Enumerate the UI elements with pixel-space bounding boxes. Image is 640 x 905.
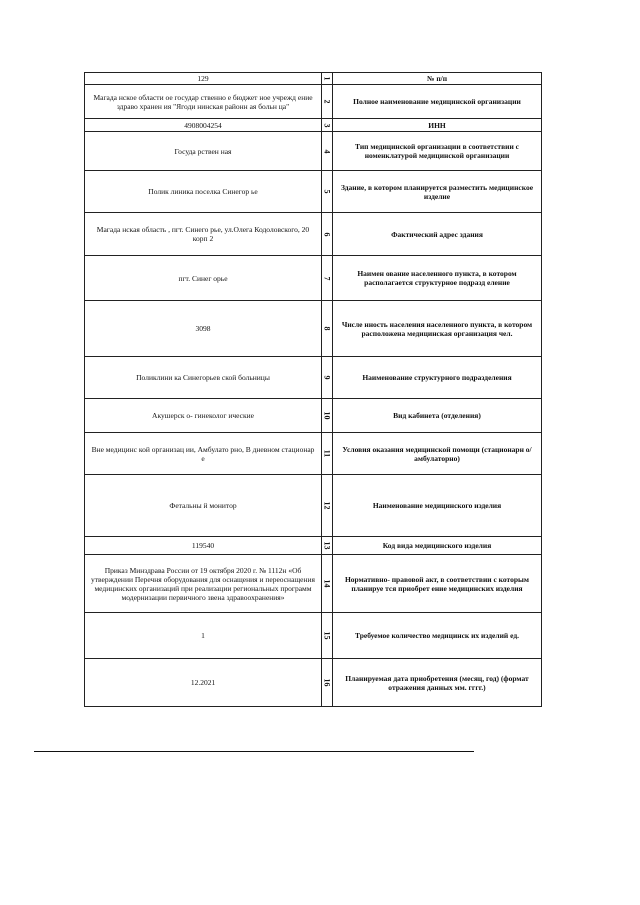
row-number: 5 [322, 171, 333, 213]
table-row [85, 73, 542, 85]
row-value: 129 [85, 73, 322, 85]
row-value: Госуда рствен ная [85, 132, 322, 171]
row-label: № п/п [333, 73, 542, 85]
row-label: Числе нность населения населенного пункта, в котором расположена медицинская организация чел. [333, 301, 542, 357]
bottom-rule [34, 751, 474, 752]
row-label: Вид кабинета (отделения) [333, 399, 542, 433]
row-value: Акушерск о- гинеколог ические [85, 399, 322, 433]
row-number: 2 [322, 85, 333, 119]
table-row [85, 301, 542, 357]
table-row [85, 213, 542, 256]
table-row [85, 659, 542, 707]
table-row [85, 475, 542, 537]
row-label: Требуемое количество медицинск их изделий ед. [333, 613, 542, 659]
row-value: Вне медицинс кой организац ии, Амбулато рно, В дневном стационар е [85, 433, 322, 475]
table-row [85, 357, 542, 399]
row-label: Код вида медицинского изделия [333, 537, 542, 555]
row-number: 14 [322, 555, 333, 613]
row-label: Фактический адрес здания [333, 213, 542, 256]
row-value: 3098 [85, 301, 322, 357]
row-number: 8 [322, 301, 333, 357]
row-value: Поликлини ка Синегорьев ской больницы [85, 357, 322, 399]
table-row [85, 613, 542, 659]
row-number: 4 [322, 132, 333, 171]
row-label: Наимен ование населенного пункта, в котором располагается структурное подразд еление [333, 256, 542, 301]
table-row [85, 256, 542, 301]
table-row [85, 119, 542, 132]
row-value: 119540 [85, 537, 322, 555]
row-number: 15 [322, 613, 333, 659]
table-row [85, 433, 542, 475]
row-number: 3 [322, 119, 333, 132]
table-row [85, 555, 542, 613]
row-value: Фетальны й монитор [85, 475, 322, 537]
row-number: 10 [322, 399, 333, 433]
row-label: Условия оказания медицинской помощи (стационарн о/амбулаторно) [333, 433, 542, 475]
row-label: Наименование структурного подразделения [333, 357, 542, 399]
row-value: 1 [85, 613, 322, 659]
row-number: 9 [322, 357, 333, 399]
row-value: 4908004254 [85, 119, 322, 132]
row-value: Магада нская область , пгт. Синего рье, ул.Олега Кодоловского, 20 корп 2 [85, 213, 322, 256]
procurement-table [84, 72, 542, 707]
row-label: Планируемая дата приобретения (месяц, год) (формат отражения данных мм. гггг.) [333, 659, 542, 707]
row-number: 13 [322, 537, 333, 555]
row-number: 12 [322, 475, 333, 537]
row-label: ИНН [333, 119, 542, 132]
table-row [85, 85, 542, 119]
row-label: Наименование медицинского изделия [333, 475, 542, 537]
row-value: Полик линика поселка Синегор ье [85, 171, 322, 213]
row-label: Нормативно- правовой акт, в соответствии с которым планируе тся приобрет ение медицинских изделия [333, 555, 542, 613]
table-row [85, 537, 542, 555]
row-number: 7 [322, 256, 333, 301]
row-number: 11 [322, 433, 333, 475]
table-row [85, 399, 542, 433]
row-number: 16 [322, 659, 333, 707]
table-row [85, 132, 542, 171]
row-value: пгт. Синег орье [85, 256, 322, 301]
row-label: Полное наименование медицинской организации [333, 85, 542, 119]
row-value: Магада нское области ое государ ственно е бюджет ное учрежд ение здраво хранен ия "Ягоди нинская районн ая больн ца" [85, 85, 322, 119]
row-label: Здание, в котором планируется разместить медицинское изделие [333, 171, 542, 213]
row-number: 1 [322, 73, 333, 85]
row-value: Приказ Минздрава России от 19 октября 2020 г. № 1112н «Об утверждении Перечня оборудования для оснащения и переоснащения медицинских организаций при реализации региональных программ модернизации первичного звена здравоохранения» [85, 555, 322, 613]
row-number: 6 [322, 213, 333, 256]
row-value: 12.2021 [85, 659, 322, 707]
table-row [85, 171, 542, 213]
row-label: Тип медицинской организации в соответствии с номенклатурой медицинской организации [333, 132, 542, 171]
